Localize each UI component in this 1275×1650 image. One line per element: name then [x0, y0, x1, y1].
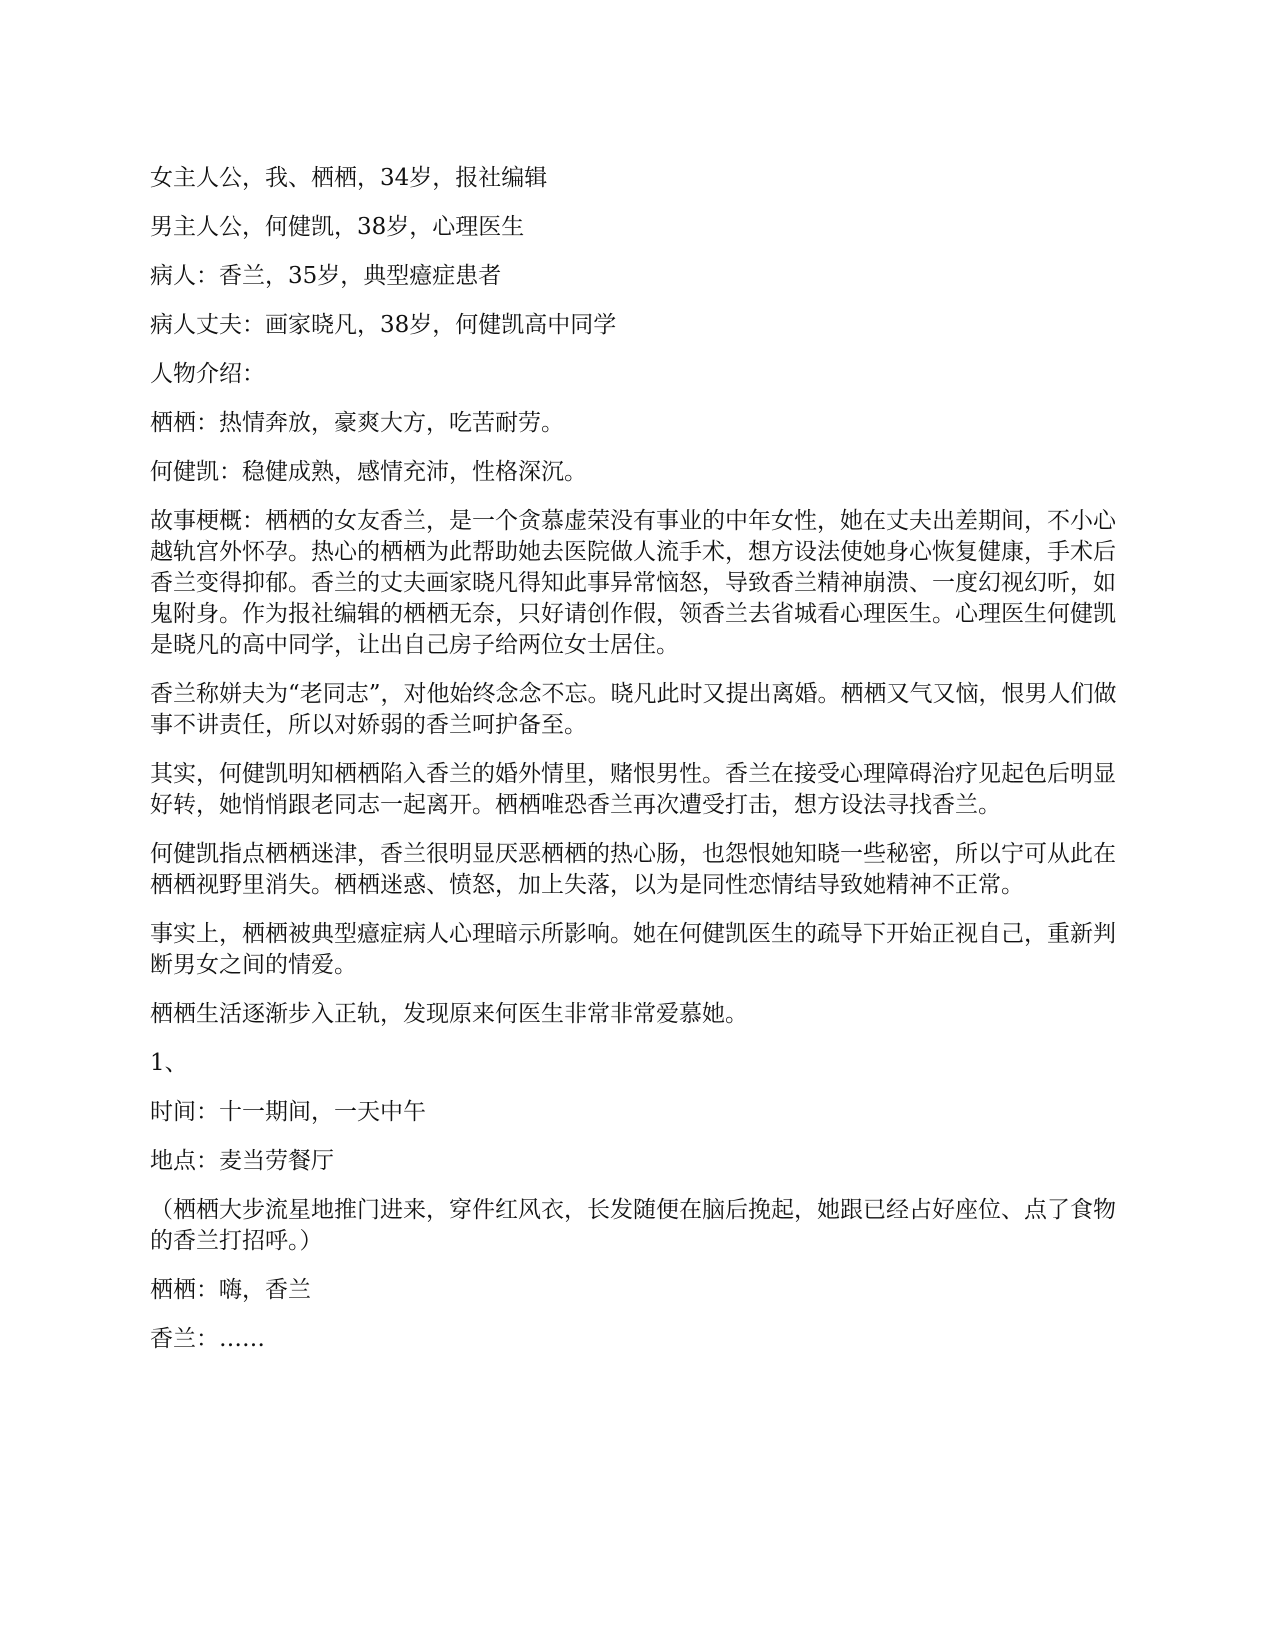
- document-page: [150, 163, 1130, 1373]
- paragraph-synopsis: 故事梗概：栖栖的女友香兰，是一个贪慕虚荣没有事业的中年女性，她在丈夫出差期间，不小心越轨宫外怀孕。热心的栖栖为此帮助她去医院做人流手术，想方设法使她身心恢复健康，手术后香兰变得抑郁。香兰的丈夫画家晓凡得知此事异常恼怒，导致香兰精神崩溃、一度幻视幻听，如鬼附身。作为报社编辑的栖栖无奈，只好请创作假，领香兰去省城看心理医生。心理医生何健凯是晓凡的高中同学，让出自己房子给两位女士居住。: [150, 508, 1116, 658]
- paragraph-patient-husband: 病人丈夫：画家晓凡，38岁，何健凯高中同学: [150, 312, 617, 338]
- paragraph-qiqi-intro: 栖栖：热情奔放，豪爽大方，吃苦耐劳。: [150, 410, 564, 436]
- paragraph-scene-place: 地点：麦当劳餐厅: [150, 1148, 334, 1174]
- paragraph-stage-direction: （栖栖大步流星地推门进来，穿件红风衣，长发随便在脑后挽起，她跟已经占好座位、点了食物的香兰打招呼。）: [150, 1197, 1116, 1254]
- paragraph-story-2: 香兰称姘夫为“老同志”，对他始终念念不忘。晓凡此时又提出离婚。栖栖又气又恼，恨男人们做事不讲责任，所以对娇弱的香兰呵护备至。: [150, 681, 1117, 738]
- paragraph-story-4: 何健凯指点栖栖迷津，香兰很明显厌恶栖栖的热心肠，也怨恨她知晓一些秘密，所以宁可从此在栖栖视野里消失。栖栖迷惑、愤怒，加上失落，以为是同性恋情结导致她精神不正常。: [150, 841, 1116, 898]
- paragraph-patient: 病人：香兰，35岁，典型癔症患者: [150, 263, 502, 289]
- paragraph-dialogue-qiqi: 栖栖：嗨，香兰: [150, 1277, 311, 1303]
- paragraph-dialogue-xianglan: 香兰：……: [150, 1326, 265, 1352]
- paragraph-character-intro-heading: 人物介绍：: [150, 361, 265, 387]
- paragraph-scene-number: 1、: [150, 1050, 188, 1076]
- paragraph-story-3: 其实，何健凯明知栖栖陷入香兰的婚外情里，赌恨男性。香兰在接受心理障碍治疗见起色后明显好转，她悄悄跟老同志一起离开。栖栖唯恐香兰再次遭受打击，想方设法寻找香兰。: [150, 761, 1116, 818]
- paragraph-scene-time: 时间：十一期间，一天中午: [150, 1099, 426, 1125]
- paragraph-male-lead: 男主人公，何健凯，38岁，心理医生: [150, 214, 525, 240]
- paragraph-hejiankai-intro: 何健凯：稳健成熟，感情充沛，性格深沉。: [150, 459, 587, 485]
- paragraph-story-5: 事实上，栖栖被典型癔症病人心理暗示所影响。她在何健凯医生的疏导下开始正视自己，重新判断男女之间的情爱。: [150, 921, 1116, 978]
- paragraph-story-6: 栖栖生活逐渐步入正轨，发现原来何医生非常非常爱慕她。: [150, 1001, 748, 1027]
- paragraph-female-lead: 女主人公，我、栖栖，34岁，报社编辑: [150, 165, 548, 191]
